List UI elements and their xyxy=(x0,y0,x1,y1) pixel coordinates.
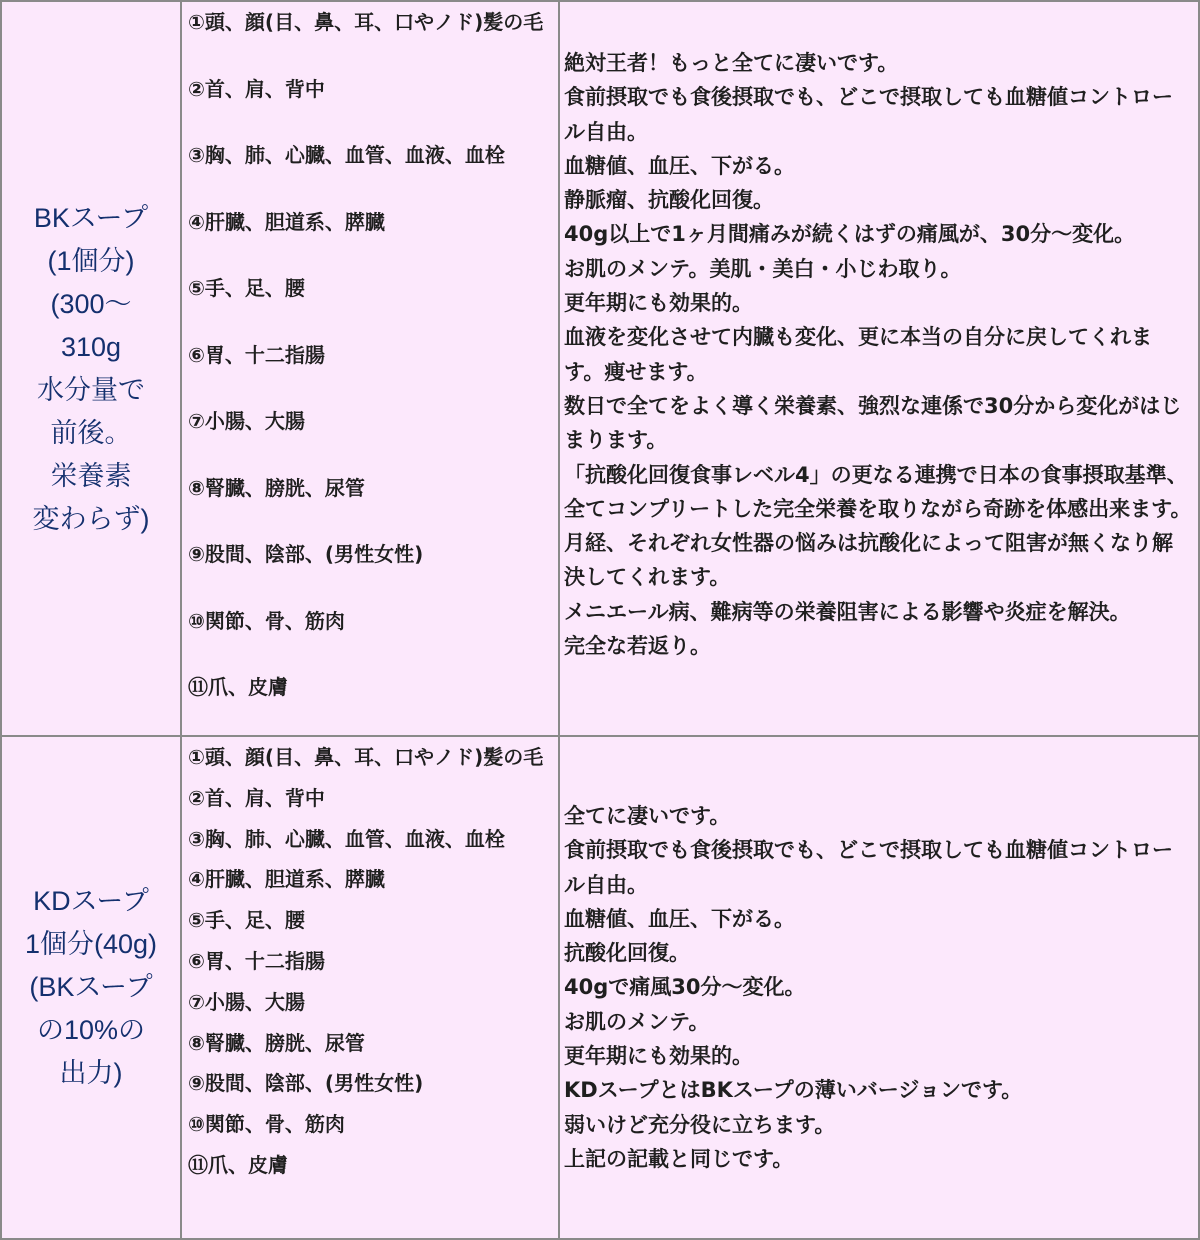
body-part-item: ①頭、顔(目、鼻、耳、口やノド)髪の毛 xyxy=(188,745,544,769)
description-line: 数日で全てをよく導く栄養素、強烈な連係で30分から変化がはじまります。 xyxy=(564,393,1182,453)
body-part-item: ①頭、顔(目、鼻、耳、口やノド)髪の毛 xyxy=(188,10,544,34)
body-part-item: ②首、肩、背中 xyxy=(188,76,325,101)
description-line: 血糖値、血圧、下がる。 xyxy=(564,906,795,931)
body-part-item: ④肝臓、胆道系、膵臓 xyxy=(188,209,385,234)
body-part-item: ⑪爪、皮膚 xyxy=(188,1152,288,1177)
body-part-item: ⑩関節、骨、筋肉 xyxy=(188,608,345,633)
body-part-item: ②首、肩、背中 xyxy=(188,785,325,810)
body-part-item: ⑦小腸、大腸 xyxy=(188,409,305,433)
body-part-item: ⑩関節、骨、筋肉 xyxy=(188,1112,345,1137)
description-line: 絶対王者！もっと全てに凄いです。 xyxy=(564,51,899,75)
description-line: 血糖値、血圧、下がる。 xyxy=(564,153,795,178)
description-cell xyxy=(559,1,1199,736)
body-part-item: ⑥胃、十二指腸 xyxy=(188,948,325,973)
description-line: 血液を変化させて内臓も変化、更に本当の自分に戻してくれます。痩せます。 xyxy=(564,325,1152,384)
table-row-bk xyxy=(1,1,1199,736)
body-part-item: ⑧腎臓、膀胱、尿管 xyxy=(188,475,365,500)
description-line: 上記の記載と同じです。 xyxy=(564,1146,794,1171)
product-name: KDスープ 1個分(40g) (BKスープ の10%の 出力) xyxy=(24,886,158,1088)
description-line: 全てに凄いです。 xyxy=(564,804,731,828)
description-line: 月経、それぞれ女性器の悩みは抗酸化によって阻害が無くなり解決してくれます。 xyxy=(564,531,1173,590)
description-line: 食前摂取でも食後摂取でも、どこで摂取しても血糖値コントロール自由。 xyxy=(564,838,1173,897)
product-name: BKスープ (1個分) (300〜 310g 水分量で 前後。 栄養素 変わらず) xyxy=(32,202,150,534)
description-line: 食前摂取でも食後摂取でも、どこで摂取しても血糖値コントロール自由。 xyxy=(564,85,1173,144)
body-part-item: ⑦小腸、大腸 xyxy=(188,989,305,1014)
body-parts-cell xyxy=(181,1,559,736)
body-part-item: ⑨股間、陰部、(男性女性) xyxy=(188,542,424,566)
body-part-item: ⑨股間、陰部、(男性女性) xyxy=(188,1071,424,1096)
description-line: 抗酸化回復。 xyxy=(564,941,690,966)
description-line: 更年期にも効果的。 xyxy=(564,1044,753,1069)
description-line: 更年期にも効果的。 xyxy=(564,291,753,316)
body-part-item: ⑪爪、皮膚 xyxy=(188,675,288,699)
body-part-item: ④肝臓、胆道系、膵臓 xyxy=(188,867,385,892)
description-cell xyxy=(559,736,1199,1239)
description-line: お肌のメンテ。美肌・美白・小じわ取り。 xyxy=(564,256,962,281)
description-list xyxy=(560,2,1198,663)
body-part-item: ③胸、肺、心臓、血管、血液、血栓 xyxy=(188,143,505,167)
description-line: メニエール病、難病等の栄養阻害による影響や炎症を解決。 xyxy=(564,599,1131,624)
body-part-item: ⑤手、足、腰 xyxy=(188,908,305,933)
product-name-cell xyxy=(1,1,181,736)
body-parts-list xyxy=(182,6,558,703)
body-part-item: ⑤手、足、腰 xyxy=(188,276,305,300)
description-line: 「抗酸化回復食事レベル4」の更なる連携で日本の食事摂取基準、全てコンプリートした完全栄養を取りながら奇跡を体感出来ます。 xyxy=(564,462,1192,521)
body-parts-cell xyxy=(181,736,559,1239)
description-line: 弱いけど充分役に立ちます。 xyxy=(564,1112,836,1137)
table-row-kd xyxy=(1,736,1199,1239)
body-part-item: ③胸、肺、心臓、血管、血液、血栓 xyxy=(188,826,505,851)
description-line: お肌のメンテ。 xyxy=(564,1009,710,1034)
description-line: 40g以上で1ヶ月間痛みが続くはずの痛風が、30分〜変化。 xyxy=(564,222,1136,247)
description-line: 完全な若返り。 xyxy=(564,634,711,659)
product-name-cell xyxy=(1,736,181,1239)
description-line: 静脈瘤、抗酸化回復。 xyxy=(564,188,774,213)
body-parts-list xyxy=(182,741,558,1181)
description-list xyxy=(560,737,1198,1176)
description-line: KDスープとはBKスープの薄いバージョンです。 xyxy=(564,1078,1023,1103)
description-line: 40gで痛風30分〜変化。 xyxy=(564,975,806,1000)
body-part-item: ⑥胃、十二指腸 xyxy=(188,342,325,367)
body-part-item: ⑧腎臓、膀胱、尿管 xyxy=(188,1030,365,1055)
